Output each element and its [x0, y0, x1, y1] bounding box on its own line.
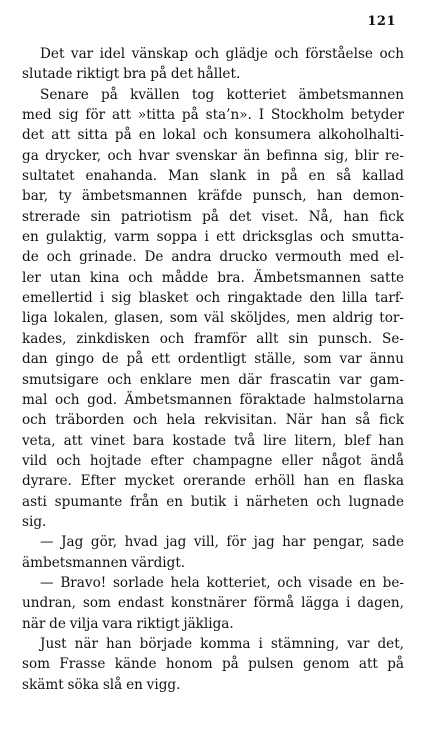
text-line: en gulaktig, varm soppa i ett dricksglas och smutta-: [22, 229, 404, 246]
text-line: ga drycker, och hvar svenskar än befinna sig, blir re-: [22, 147, 404, 164]
text-line: dan gingo de på ett ordentligt ställe, som var ännu: [22, 351, 404, 368]
text-line: Just när han började komma i stämning, var det,: [40, 635, 404, 652]
text-line: — Jag gör, hvad jag vill, för jag har pengar, sade: [40, 534, 404, 551]
text-line: med sig för att »titta på sta’n». I Stockholm betyder: [22, 107, 404, 124]
page-number: 121: [367, 14, 396, 29]
text-line: bar, ty ämbetsmannen kräfde punsch, han demon-: [22, 188, 404, 205]
text-line: Senare på kvällen tog kotteriet ämbetsmannen: [40, 86, 404, 103]
text-line: sultatet enahanda. Man slank in på en så kallad: [22, 168, 404, 185]
text-line: och träborden och hela rekvisitan. När han så fick: [22, 412, 404, 429]
text-line: slutade riktigt bra på det hållet.: [22, 66, 241, 83]
text-line: som Frasse kände honom på pulsen genom att på: [22, 656, 404, 673]
text-line: mal och god. Ämbetsmannen föraktade halmstolarna: [22, 391, 404, 408]
text-line: skämt söka slå en vigg.: [22, 676, 181, 693]
text-line: när de vilja vara riktigt jäkliga.: [22, 615, 234, 632]
text-line: ämbetsmannen värdigt.: [22, 554, 186, 571]
text-line: dyrare. Efter mycket orerande erhöll han en flaska: [22, 473, 404, 490]
text-line: — Bravo! sorlade hela kotteriet, och visade en be-: [40, 574, 404, 591]
body-text: [22, 44, 404, 695]
text-line: vild och hojtade efter champagne eller något ändå: [22, 452, 404, 469]
text-line: asti spumante från en butik i närheten och lugnade: [22, 493, 404, 510]
text-line: emellertid i sig blasket och ringaktade den lilla tarf-: [22, 290, 404, 307]
text-line: ler utan kina och mådde bra. Ämbetsmannen satte: [22, 269, 404, 286]
text-line: liga lokalen, glasen, som väl sköljdes, men aldrig tor-: [22, 310, 404, 327]
text-line: strerade sin patriotism på det viset. Nå, han fick: [22, 208, 404, 225]
text-line: de och grinade. De andra drucko vermouth med el-: [22, 249, 404, 266]
text-line: veta, att vinet bara kostade två lire litern, blef han: [22, 432, 404, 449]
text-line: det att sitta på en lokal och konsumera alkoholhalti-: [22, 127, 404, 144]
text-line: smutsigare och enklare men där frascatin var gam-: [22, 371, 404, 388]
text-line: sig.: [22, 513, 47, 530]
text-line: kades, zinkdisken och framför allt sin punsch. Se-: [22, 330, 404, 347]
text-line: Det var idel vänskap och glädje och förståelse och: [40, 46, 404, 62]
text-line: undran, som endast konstnärer förmå lägga i dagen,: [22, 595, 404, 612]
